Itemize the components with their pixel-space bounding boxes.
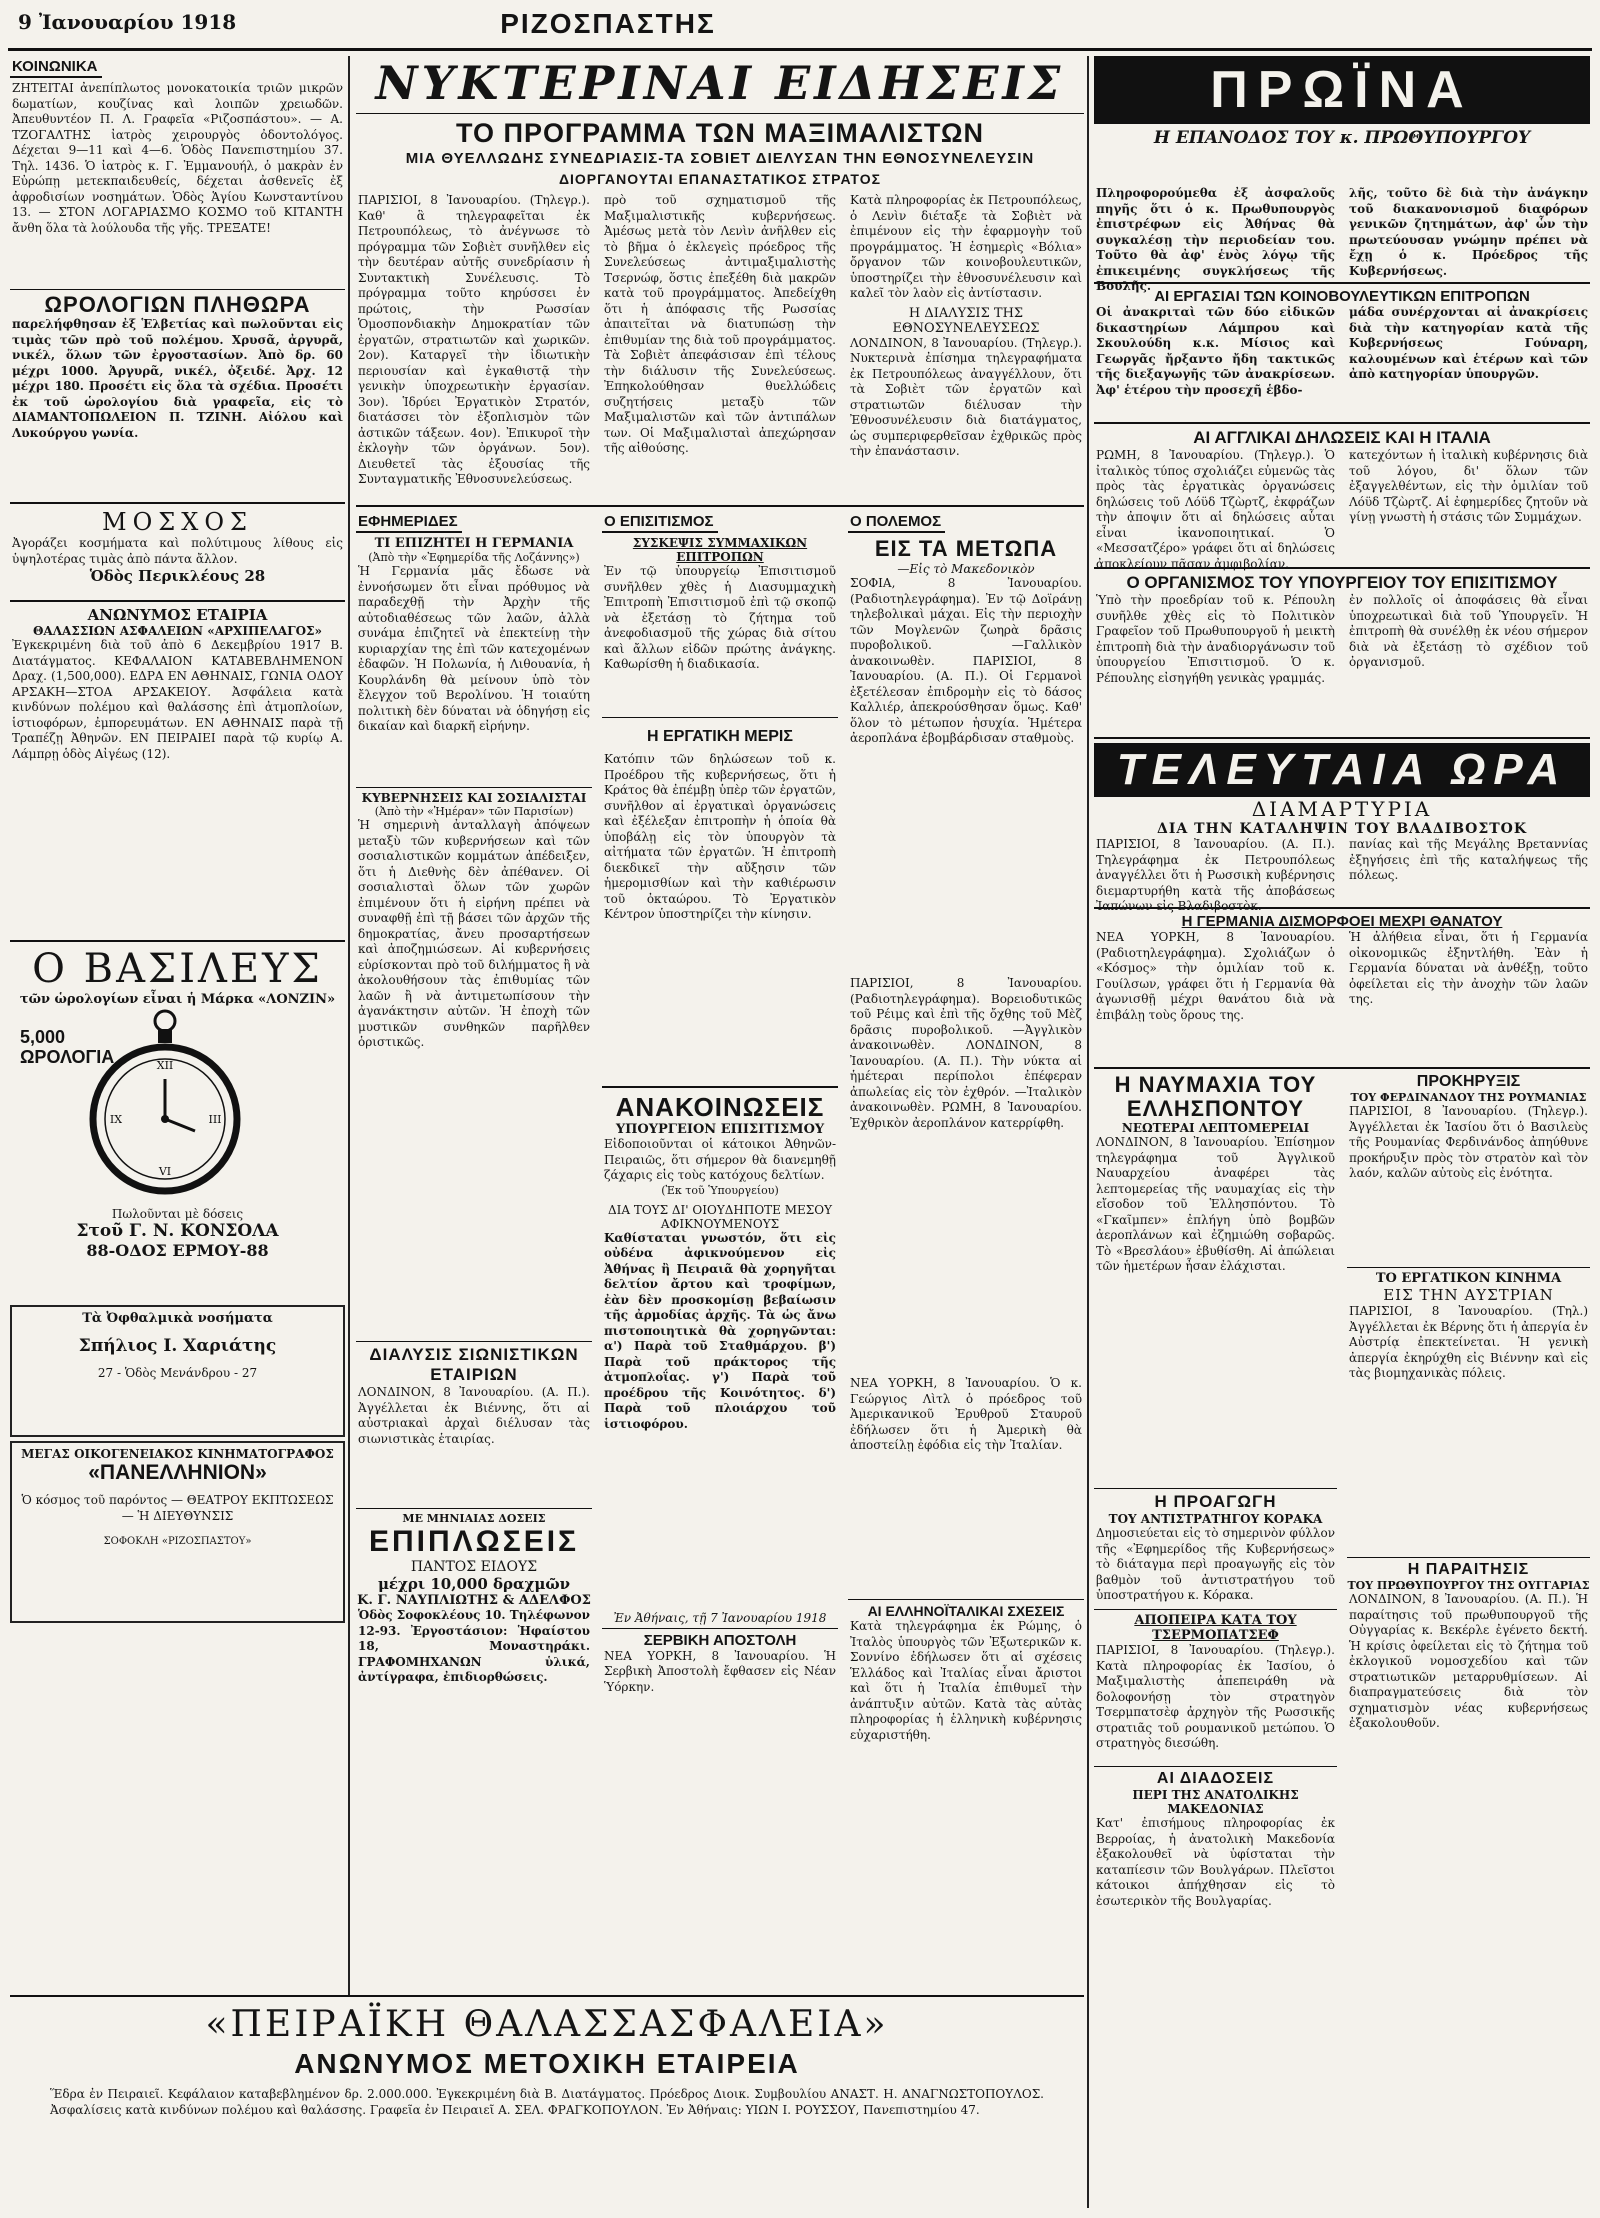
story-headline: ΑΙ ΕΛΛΗΝΟΪΤΑΛΙΚΑΙ ΣΧΕΣΕΙΣ: [867, 1603, 1065, 1619]
story-headline: ΚΥΒΕΡΝΗΣΕΙΣ ΚΑΙ ΣΟΣΙΑΛΙΣΤΑΙ: [361, 791, 587, 805]
ad-subheadline: ΘΑΛΑΣΣΙΩΝ ΑΣΦΑΛΕΙΩΝ «ΑΡΧΙΠΕΛΑΓΟΣ»: [32, 624, 323, 638]
right-subcolumn-b: [1347, 1073, 1590, 1909]
ad-address: Ὁδὸς Περικλέους 28: [89, 567, 266, 585]
ad-text: Ἀγοράζει κοσμήματα καὶ πολύτιμους λίθους εἰς ὑψηλοτέρας τιμὰς ἀπὸ πάντα ἄλλον.: [12, 536, 343, 566]
ad-side-text: 5,000 ΩΡΟΛΟΓΙΑ: [20, 1027, 115, 1067]
story-body: ΛΟΝΔΙΝΟΝ, 8 Ἰανουαρίου. (Τηλεγρ.). Νυκτερινὰ ἐπίσημα τηλεγραφήματα ἐκ Πετρουπόλεως ἀναγγέλλουν, ὅτι τὰ Σοβιὲτ τῶν ἐργατῶν καὶ στρατιωτῶν διέλυσαν τὴν Ἐθνοσυνέλευσιν διὰ διατάγματος, ὡς συμπεριφερθεῖσαν ἐχθρικῶς πρὸς τὴν ἐπανάστασιν.: [850, 335, 1082, 458]
ad-text: Ἐγκεκριμένη διὰ τοῦ ἀπὸ 6 Δεκεμβρίου 1917 Β. Διατάγματος. ΚΕΦΑΛΑΙΟΝ ΚΑΤΑΒΕΒΛΗΜΕΝΟΝ Δραχ. (1,500,000). ΕΔΡΑ ΕΝ ΑΘΗΝΑΙΣ, ΓΩΝΙΑ ΟΔΟΥ ΑΡΣΑΚΗ—ΣΤΟΑ ΑΡΣΑΚΕΙΟΥ. Ἀσφάλεια κατὰ κινδύνων πολέμου καὶ θαλάσσης ἐπὶ ἀτμοπλοίων, ἱστιοφόρων, ἐμπορευμάτων. ΕΝ ΑΘΗΝΑΙΣ παρὰ τῇ Τραπέζῃ Ἀθηνῶν. ΕΝ ΠΕΙΡΑΙΕΙ παρὰ τῷ κυρίῳ Α. Λάμπρῃ ὁδὸς Αἰγέως (12).: [12, 638, 343, 761]
issue-date: 9 Ἰανουαρίου 1918: [18, 10, 237, 34]
story-headline: Η ΠΡΟΑΓΩΓΗ: [1154, 1492, 1277, 1511]
story-subheadline: ΤΟΥ ΑΝΤΙΣΤΡΑΤΗΓΟΥ ΚΟΡΑΚΑ: [1108, 1512, 1323, 1526]
classified-text: ΖΗΤΕΙΤΑΙ ἀνεπίπλωτος μονοκατοικία τριῶν μικρῶν δωματίων, κουζίνας καὶ λοιπῶν χρειωδῶν. Ἀπευθυντέον Π. Λ. Γραφεῖα «Ριζοσπάστου». — Α. ΤΖΟΓΑΛΤΗΣ ἰατρὸς χειρουργὸς ὀδοντολόγος. Δέχεται 9—11 καὶ 4—6. Ὁδὸς Πανεπιστημίου 37. Τηλ. 1436. Ὁ ἰατρὸς κ. Γ. Ἐμμανουήλ, ὁ μακρὰν ἐν Εὐρώπῃ μετεκπαιδευθείς, δέχεται ἀσθενεῖς ἐξ ἀφροδισίων νοσημάτων. Ὁδὸς Ἁγίου Κωνσταντίνου 13. — ΣΤΟΝ ΛΟΓΑΡΙΑΣΜΟ ΚΟΣΜΟ τοῦ ΚΙΤΑΝΤΗ ἄνθη ὅλα τὰ λούλουδα τῆς γῆς. ΤΡΕΞΑΤΕ!: [12, 81, 343, 235]
story-body: ΝΕΑ ΥΟΡΚΗ, 8 Ἰανουαρίου. (Ραδιοτηλεγράφημα). Σχολιάζων ὁ «Κόσμος» τὴν ὁμιλίαν τοῦ κ. Γουίλσων, γράφει ὅτι ἡ Γερμανία θὰ ἀγωνισθῇ μέχρι θανάτου διὰ νὰ ἐπιβάλῃ τοὺς ὅρους της.: [1096, 930, 1335, 1022]
story-headline: ΔΙΑΜΑΡΤΥΡΙΑ: [1251, 797, 1433, 821]
night-news: [356, 56, 1084, 501]
ad-headline: ΜΕΓΑΣ ΟΙΚΟΓΕΝΕΙΑΚΟΣ ΚΙΝΗΜΑΤΟΓΡΑΦΟΣ: [21, 1447, 334, 1461]
story-body: λῆς, τοῦτο δὲ διὰ τὴν ἀνάγκην τοῦ διακανονισμοῦ διαφόρων γενικῶν ζητημάτων, ἀφ' ὧν τὴν πρωτεύουσαν γνώμην πρέπει νὰ ἔχῃ ὁ κ. Πρόεδρος τῆς Κυβερνήσεως.: [1349, 186, 1588, 278]
story-body: Δημοσιεύεται εἰς τὸ σημερινὸν φύλλον τῆς «Ἐφημερίδος τῆς Κυβερνήσεως» τὸ διάταγμα περὶ προαγωγῆς εἰς τὸν βαθμὸν τοῦ ἀντιστρατήγου τοῦ ὑποστρατήγου κ. Κόρακα.: [1096, 1526, 1335, 1602]
ad-text: Ὁδὸς Σοφοκλέους 10. Τηλέφωνον 12-93. Ἐργοστάσιον: Ἡφαίστου 18, Μοναστηράκι. ΓΡΑΦΟΜΗΧΑΝΩΝ ὑλικά, ἀντίγραφα, ἐπιδιορθώσεις.: [358, 1608, 590, 1684]
story-body: πανίας καὶ τῆς Μεγάλης Βρεταννίας ἐξηγήσεις ἐπὶ τῆς καταλήψεως τῆς πόλεως.: [1349, 837, 1588, 882]
ad-firm: Κ. Γ. ΝΑΥΠΛΙΩΤΗΣ & ΑΔΕΛΦΟΣ: [357, 1593, 591, 1608]
ad-headline: ΩΡΟΛΟΓΙΩΝ ΠΛΗΘΩΡΑ: [44, 292, 311, 317]
story-headline: ΑΙ ΔΙΑΔΟΣΕΙΣ: [1156, 1770, 1275, 1787]
ad-text: Ὁ κόσμος τοῦ παρόντος — ΘΕΑΤΡΟΥ ΕΚΠΤΩΣΕΩΣ — Ἡ ΔΙΕΥΘΥΝΣΙΣ: [21, 1493, 334, 1523]
story-body: Ἡ Γερμανία μᾶς ἔδωσε νὰ ἐννοήσωμεν ὅτι εἶναι πρόθυμος νὰ παραδεχθῇ τὴν Ἀρχὴν τῆς αὐτοδιαθέσεως τῶν λαῶν, ἀλλὰ συνάμα ἐπιζητεῖ νὰ ἐπεκτείνῃ τὴν κυριαρχίαν της ἐπὶ τῶν κατεχομένων ἐδαφῶν. Ἡ Πολωνία, ἡ Λιθουανία, ἡ Κουρλάνδη θὰ μείνουν ὑπὸ τὸν ἔλεγχον τοῦ Βερολίνου. Ἡ τοιαύτη πολιτικὴ δὲν δύναται νὰ ὁδηγήσῃ εἰς δικαίαν καὶ διαρκῆ εἰρήνην.: [358, 564, 590, 733]
story-body: ΡΩΜΗ, 8 Ἰανουαρίου. (Τηλεγρ.). Ὁ ἰταλικὸς τύπος σχολιάζει εὐμενῶς τὰς πρὸς τὰς ἐργατικὰς ὀργανώσεις δηλώσεις τοῦ Λόϋδ Τζὼρτζ, ἐκφράζων τὴν ἀποψιν ὅτι αἱ δηλώσεις αὗται εἶναι ἱκανοποιητικαί. Ὁ «Μεσσατζέρο» γράφει ὅτι αἱ δηλώσεις ἀποκλείουν πᾶσαν ἀμφιβολίαν.: [1096, 448, 1335, 571]
story-body: ΠΑΡΙΣΙΟΙ, 8 Ἰανουαρίου. (Τηλεγρ.). Κατὰ πληροφορίας ἐκ Ἰασίου, ὁ Μαξιμαλιστὴς ἀπεπειράθη νὰ δολοφονήσῃ τὸν στρατηγὸν Τσερμπατσὲφ ἀρχηγὸν τῆς Ρωσσικῆς στρατιᾶς τοῦ ρουμανικοῦ μετώπου. Ὁ στρατηγὸς διεσώθη.: [1096, 1643, 1335, 1750]
story-body: Κατόπιν τῶν δηλώσεων τοῦ κ. Προέδρου τῆς κυβερνήσεως, ὅτι ἡ Κράτος θὰ ἐπέμβῃ ὑπὲρ τῶν ἐργατῶν, συνῆλθον αἱ ἐργατικαὶ ὀργανώσεις καὶ ἐξέλεξαν ἐπιτροπὴν ἡ ὁποία θὰ ὑποβάλῃ εἰς τὸν ὑπουργὸν τὰ αἰτήματα τῶν ἐργατῶν. Ἡ ἐπιτροπὴ διεκδικεῖ τὴν αὔξησιν τῶν ἡμερομισθίων καὶ τὴν καθιέρωσιν τοῦ ὀκταώρου. Τὸ Ἐργατικὸν Κέντρον ὑποστηρίζει τὴν κίνησιν.: [604, 752, 836, 921]
story-source: (Ἀπὸ τὴν «Ἡμέραν» τῶν Παρισίων): [374, 805, 574, 818]
ophthalmology-ad: [10, 1305, 345, 1437]
story-body: Καθίσταται γνωστόν, ὅτι εἰς οὐδένα ἀφικνούμενον εἰς Ἀθήνας ἢ Πειραιᾶ θὰ χορηγῆται δελτίον ἄρτου καὶ τροφίμων, ἐὰν δὲν προσκομίσῃ βεβαίωσιν τῆς ἀρμοδίας ἀρχῆς. Τὰ ὡς ἄνω πιστοποιητικὰ θὰ χορηγῶνται: α') Παρὰ τοῦ Σταθμάρχου. β') Παρὰ τοῦ πράκτορος τῆς ἀτμοπλοΐας. γ') Παρὰ τοῦ προέδρου τῆς Κοινότητος. δ') Παρὰ τοῦ πλοιάρχου τοῦ ἱστιοφόρου.: [604, 1230, 836, 1431]
cinema-ad: [10, 1441, 345, 1623]
story-body: ΠΑΡΙΣΙΟΙ, 8 Ἰανουαρίου. (Τηλεγρ.). Ἀγγέλλεται ἐκ Ἰασίου ὅτι ὁ Βασιλεὺς τῆς Ρουμανίας Φερδινάνδος ἀπηύθυνε προκήρυξιν πρὸς τὸν στρατὸν καὶ τὸν λαόν, καλῶν αὐτοὺς εἰς ἐνότητα.: [1349, 1104, 1588, 1180]
story-headline: Η ΝΑΥΜΑΧΙΑ ΤΟΥ ΕΛΛΗΣΠΟΝΤΟΥ: [1114, 1072, 1317, 1121]
watches-ad: [10, 293, 345, 498]
ad-headline: ΑΝΩΝΥΜΟΣ ΕΤΑΙΡΙΑ: [87, 606, 268, 624]
story-body: ΛΟΝΔΙΝΟΝ, 8 Ἰανουαρίου. Ἐπίσημον τηλεγράφημα τοῦ Ἀγγλικοῦ Ναυαρχείου ἀναφέρει τὰς λεπτομερείας τῆς ναυμαχίας εἰς τὴν εἴσοδον τοῦ Ἑλλησπόντου. Τὸ «Γκαῖμπεν» ἐπλήγη ὑπὸ βομβῶν ἀεροπλάνων καὶ ἐζημιώθη σοβαρῶς. Τὸ «Βρεσλάου» ἐβυθίσθη. Αἱ ἀπώλειαι τῶν ἡμετέρων ἦσαν ἐλάχισται.: [1096, 1135, 1335, 1273]
last-hour-heading: ΤΕΛΕΥΤΑΙΑ ΩΡΑ: [1094, 743, 1590, 797]
story-headline: ΑΙ ΑΓΓΛΙΚΑΙ ΔΗΛΩΣΕΙΣ ΚΑΙ Η ΙΤΑΛΙΑ: [1193, 428, 1491, 447]
ad-subheadline: τῶν ὡρολογίων εἶναι ἡ Μάρκα «ΛΟΝΖΙΝ»: [19, 992, 336, 1007]
ad-headline: ΕΠΙΠΛΩΣΕΙΣ: [368, 1525, 580, 1558]
section-label: ΕΦΗΜΕΡΙΔΕΣ: [356, 513, 462, 533]
italy-story: [1094, 428, 1590, 571]
story-subheadline: ΥΠΟΥΡΓΕΙΟΝ ΕΠΙΣΙΤΙΣΜΟΥ: [615, 1122, 825, 1137]
ad-subheadline: ΑΝΩΝΥΜΟΣ ΜΕΤΟΧΙΚΗ ΕΤΑΙΡΕΙΑ: [294, 2048, 800, 2079]
story-source: (Ἀπὸ τὴν «Ἐφημερίδα τῆς Λοζάννης»): [368, 551, 580, 564]
story-body: ΝΕΑ ΥΟΡΚΗ, 8 Ἰανουαρίου. Ὁ κ. Γεώργιος Λὶτλ ὁ πρόεδρος τοῦ Ἀμερικανικοῦ Ἐρυθροῦ Σταυροῦ ἐδήλωσεν ὅτι ἡ Ἀμερικὴ θὰ ἀποστείλῃ ἐφόδια εἰς τὴν Ἰταλίαν.: [850, 1376, 1082, 1452]
ad-headline: Τὰ Ὀφθαλμικὰ νοσήματα: [82, 1311, 273, 1326]
story-headline: ΕΙΣ ΤΑ ΜΕΤΩΠΑ: [874, 536, 1058, 561]
story-body: Ὑπὸ τὴν προεδρίαν τοῦ κ. Ρέπουλη συνῆλθε χθὲς εἰς τὸ Πολιτικὸν Γραφεῖον τοῦ Πρωθυπουργοῦ ἡ μεικτὴ ἐπιτροπὴ διὰ τὴν ἀναδιοργάνωσιν τοῦ ὑπουργείου Ἐπισιτισμοῦ. Ὁ κ. Ρέπουλης εἰσηγήθη γενικὰς γραμμάς.: [1096, 593, 1335, 685]
story-source: (Ἐκ τοῦ Ὑπουργείου): [661, 1183, 779, 1197]
morning-news-heading: ΠΡΩΪΝΑ: [1094, 56, 1590, 124]
moschos-ad: [10, 508, 345, 596]
classifieds: [10, 56, 345, 286]
story-subheadline: ΜΙΑ ΘΥΕΛΛΩΔΗΣ ΣΥΝΕΔΡΙΑΣΙΣ-ΤΑ ΣΟΒΙΕΤ ΔΙΕΛΥΣΑΝ ΤΗΝ ΕΘΝΟΣΥΝΕΛΕΥΣΙΝ: [405, 150, 1035, 167]
story-subheadline-2: ΔΙΟΡΓΑΝΟΥΤΑΙ ΕΠΑΝΑΣΤΑΤΙΚΟΣ ΣΤΡΑΤΟΣ: [558, 171, 882, 187]
section-label: Ο ΕΠΙΣΙΤΙΣΜΟΣ: [602, 513, 718, 533]
story-headline: ΑΝΑΚΟΙΝΩΣΕΙΣ: [615, 1092, 825, 1122]
story-body: ΠΑΡΙΣΙΟΙ, 8 Ἰανουαρίου. (Τηλεγρ.). Καθ' ἃ τηλεγραφεῖται ἐκ Πετρουπόλεως, τὸ ἀνέγνωσε τὸ πρόγραμμα τῶν Σοβιὲτ συνῆλθεν εἰς τὴν δευτέραν αὐτῆς συνεδρίασιν ἡ Συντακτικὴ Συνέλευσις. Τὸ πρόγραμμα τοῦτο κηρύσσει ἐν πρώτοις, τὴν Ρωσσίαν Ὁμοσπονδιακὴν Δημοκρατίαν τῶν ἐργατῶν, στρατιωτῶν καὶ χωρικῶν. 2ον). Καταργεῖ τὴν ἰδιωτικὴν περιουσίαν καὶ ἐγκαθιστᾷ τὴν γενικὴν ὑποχρεωτικὴν ἐργασίαν. 3ον). Ἱδρύει Ἐργατικὸν Στρατόν, διατάσσει τὸν ἐξοπλισμὸν τῶν ἀστικῶν τάξεων. 4ον). Ἐπικυροῖ τὴν ἐκλογὴν τῶν ὀργάνων. 5ον). Διευθετεῖ τὰς ἐξουσίας τῆς Συνταγματικῆς Ἐθνοσυνελεύσεως.: [358, 193, 590, 486]
ad-footer: ΣΟΦΟΚΛΗ «ΡΙΖΟΣΠΑΣΤΟΥ»: [103, 1536, 252, 1547]
story-body: ΠΑΡΙΣΙΟΙ, 8 Ἰανουαρίου. (Ραδιοτηλεγράφημα). Βορειοδυτικῶς τοῦ Ρέιμς καὶ ἐπὶ τῆς ὄχθης τοῦ Μὲζ δρᾶσις πυροβολικοῦ. —Ἀγγλικὸν ἀνακοινωθὲν. ΛΟΝΔΙΝΟΝ, 8 Ἰανουαρίου. (Α. Π.). Τὴν νύκτα αἱ ἡμέτεραι περίπολοι ἐπέφεραν ἀπωλείας εἰς τὸν ἐχθρόν. —Ἰταλικὸν ἀνακοινωθὲν. ΡΩΜΗ, 8 Ἰανουαρίου. Ἐχθρικὸν ἀεροπλάνον κατερρίφθη.: [850, 976, 1082, 1130]
story-headline: ΣΕΡΒΙΚΗ ΑΠΟΣΤΟΛΗ: [643, 1631, 797, 1649]
ad-shop-name: Στοῦ Γ. Ν. ΚΟΝΣΟΛΑ: [76, 1221, 279, 1241]
story-body: ΣΟΦΙΑ, 8 Ἰανουαρίου. (Ραδιοτηλεγράφημα). Ἐν τῷ Δοϊράνῃ τηλεβολικαὶ μάχαι. Εἰς τὴν περιοχὴν τῶν Μογλενῶν ζωηρὰ δρᾶσις πυροβολικοῦ. —Γαλλικὸν ἀνακοινωθὲν. ΠΑΡΙΣΙΟΙ, 8 Ἰανουαρίου. (Α. Π.). Οἱ Γερμανοὶ ἐξετέλεσαν ἐπιδρομὴν εἰς τὸ δάσος Καλλιέρ, ἀπεκρούσθησαν ὅμως. Καθ' ὅλον τὸ μέτωπον ἡσυχία. Ἡμέτερα ἀεροπλάνα ἐβομβάρδισαν σταθμοὺς.: [850, 576, 1082, 745]
story-subheadline: ΝΕΩΤΕΡΑΙ ΛΕΠΤΟΜΕΡΕΙΑΙ: [1121, 1121, 1310, 1135]
story-subheadline: ΔΙΑ ΤΗΝ ΚΑΤΑΛΗΨΙΝ ΤΟΥ ΒΛΑΔΙΒΟΣΤΟΚ: [1156, 821, 1528, 837]
left-column: [10, 56, 345, 2208]
story-body: ΠΑΡΙΣΙΟΙ, 8 Ἰανουαρίου. (Α. Π.). Τηλεγράφημα ἐκ Πετρουπόλεως ἀναγγέλλει ὅτι ἡ Ρωσσικὴ κυβέρνησις διεμαρτυρήθη κατὰ τῆς ἀποβάσεως Ἰαπώνων εἰς Βλαδιβοστὸκ.: [1096, 837, 1335, 913]
story-headline: ΤΟ ΕΡΓΑΤΙΚΟΝ ΚΙΝΗΜΑ: [1375, 1271, 1562, 1286]
story-subheadline: ΤΟΥ ΦΕΡΔΙΝΑΝΔΟΥ ΤΗΣ ΡΟΥΜΑΝΙΑΣ: [1350, 1091, 1587, 1104]
story-body: Κατ' ἐπισήμους πληροφορίας ἐκ Βερροίας, ἡ ἀνατολικὴ Μακεδονία ἐξακολουθεῖ νὰ ὑφίσταται τὴν καταπίεσιν τῶν Βουλγάρων. Πλεῖστοι κάτοικοι ἀπήχθησαν εἰς τὸ ἐσωτερικὸν τῆς Βουλγαρίας.: [1096, 1816, 1335, 1908]
story-headline: Η ΠΑΡΑΙΤΗΣΙΣ: [1407, 1561, 1530, 1578]
column-rule-1: [348, 56, 350, 2208]
svg-text:VI: VI: [158, 1165, 172, 1178]
section-label: Ο ΠΟΛΕΜΟΣ: [848, 513, 945, 533]
story-body: Οἱ ἀνακριταὶ τῶν δύο εἰδικῶν δικαστηρίων Λάμπρου καὶ Σκουλούδη κ.κ. Μίσιος καὶ Γεωργᾶς ἤρξαντο ἤδη τακτικῶς τῆς διεξαγωγῆς τῶν ἀνακρίσεων. Ἀφ' ἑτέρου τὴν προσεχῆ ἑβδο-: [1096, 305, 1335, 397]
ad-top-line: ΜΕ ΜΗΝΙΑΙΑΣ ΔΟΣΕΙΣ: [402, 1512, 546, 1525]
story-body: ΛΟΝΔΙΝΟΝ, 8 Ἰανουαρίου. (Α. Π.). Ἀγγέλλεται ἐκ Βιέννης, ὅτι αἱ αὐστριακαὶ ἀρχαὶ διέλυσαν τὰς σιωνιστικὰς ἑταιρίας.: [358, 1385, 590, 1446]
story-headline: ΤΟ ΠΡΟΓΡΑΜΜΑ ΤΩΝ ΜΑΞΙΜΑΛΙΣΤΩΝ: [455, 118, 985, 148]
committees-story: [1094, 288, 1590, 418]
ad-amount: μέχρι 10,000 δραχμῶν: [377, 1575, 571, 1593]
svg-text:III: III: [208, 1113, 222, 1126]
ad-headline: «ΠΕΙΡΑΪΚΗ ΘΑΛΑΣΣΑΣΦΑΛΕΙΑ»: [205, 2004, 889, 2045]
longines-ad: [10, 946, 345, 1301]
story-headline: ΤΙ ΕΠΙΖΗΤΕΙ Η ΓΕΡΜΑΝΙΑ: [374, 536, 574, 551]
story-dateline: Ἐν Ἀθήναις, τῇ 7 Ἰανουαρίου 1918: [613, 1610, 827, 1625]
story-headline: Η ΓΕΡΜΑΝΙΑ ΔΙΣΜΟΡΦΟΕΙ ΜΕΧΡΙ ΘΑΝΑΤΟΥ: [1181, 913, 1503, 930]
story-body: Κατὰ πληροφορίας ἐκ Πετρουπόλεως, ὁ Λενὶν διέταξε τὰ Σοβιὲτ νὰ ἐπιμένουν εἰς τὴν ἐφαρμογὴν τοῦ προγράμματος. Ἡ ἐσημερὶς «Βόλια» ὄργανον τῶν κοινοβουλευτικῶν, ὑποστηρίζει τὴν ἐθνοσυνέλευσιν καὶ καλεῖ τὸν λαὸν εἰς ἀντίστασιν.: [850, 193, 1082, 300]
masthead: [8, 8, 1592, 51]
ad-headline: ΜΟΣΧΟΣ: [102, 508, 253, 536]
ad-headline: Ο ΒΑΣΙΛΕΥΣ: [32, 946, 323, 992]
pocket-watch-icon: [80, 1007, 250, 1207]
story-subheadline: —Εἰς τὸ Μακεδονικὸν: [897, 562, 1035, 576]
bottom-insurance-ad: [10, 1995, 1084, 2210]
ad-subheadline: ΠΑΝΤΟΣ ΕΙΔΟΥΣ: [410, 1559, 538, 1575]
story-body: ΠΑΡΙΣΙΟΙ, 8 Ἰανουαρίου. (Τηλ.) Ἀγγέλλεται ἐκ Βέρνης ὅτι ἡ ἀπεργία ἐν Αὐστρίᾳ ἐπεκτείνεται. Ἡ γενικὴ ἀπεργία ἐκηρύχθη εἰς Βιέννην καὶ εἰς τὰς βιομηχανικὰς πόλεις.: [1349, 1304, 1588, 1380]
right-subcolumn-a: [1094, 1073, 1337, 1909]
germany-story: [1094, 913, 1590, 1063]
svg-text:XII: XII: [156, 1059, 174, 1072]
ad-address: 27 - Ὁδὸς Μενάνδρου - 27: [97, 1366, 258, 1380]
story-headline: ΑΙ ΕΡΓΑΣΙΑΙ ΤΩΝ ΚΟΙΝΟΒΟΥΛΕΥΤΙΚΩΝ ΕΠΙΤΡΟΠΩΝ: [1154, 288, 1530, 305]
story-subheadline: ΕΙΣ ΤΗΝ ΑΥΣΤΡΙΑΝ: [1383, 1286, 1554, 1304]
story-body: Ἡ ἀλήθεια εἶναι, ὅτι ἡ Γερμανία οἰκονομικῶς ἐξηντλήθη. Ἐὰν ἡ Γερμανία δύναται νὰ ἀνθέξῃ, τοῦτο ὀφείλεται εἰς τὴν ἀνοχὴν τῶν λαῶν της.: [1349, 930, 1588, 1006]
story-body: μάδα συνέρχονται αἱ ἀνακρίσεις διὰ τὴν κατηγορίαν κατὰ τῆς Κυβερνήσεως Γούναρη, καλουμένων καὶ ἑτέρων καὶ τῶν ἀπὸ κατηγορίαν ὑπουργῶν.: [1349, 305, 1588, 381]
story-body: Εἰδοποιοῦνται οἱ κάτοικοι Ἀθηνῶν-Πειραιῶς, ὅτι σήμερον θὰ διανεμηθῇ ζάχαρις εἰς τοὺς κατόχους δελτίων.: [604, 1137, 836, 1182]
center-column: [356, 56, 1084, 2208]
morning-news: [1094, 56, 1590, 186]
story-headline: Η ΔΙΑΛΥΣΙΣ ΤΗΣ ΕΘΝΟΣΥΝΕΛΕΥΣΕΩΣ: [892, 305, 1040, 336]
story-body: Κατὰ τηλεγράφημα ἐκ Ρώμης, ὁ Ἰταλὸς ὑπουργὸς τῶν Ἐξωτερικῶν κ. Σοννίνο ἐδήλωσεν ὅτι αἱ σχέσεις Ἑλλάδος καὶ Ἰταλίας εἶναι ἄριστοι καὶ ὅτι ἡ Ἰταλία ἐπιθυμεῖ τὴν ἀνάπτυξιν αὐτῶν. Κατὰ τὰς αὐτὰς πληροφορίας ἡ ἑλληνικὴ κυβέρνησις εὐχαριστήθη.: [850, 1619, 1082, 1742]
story-body: ΛΟΝΔΙΝΟΝ, 8 Ἰανουαρίου. (Α. Π.). Ἡ παραίτησις τοῦ πρωθυπουργοῦ τῆς Οὐγγαρίας κ. Βεκέρλε ἐγένετο δεκτή. Ἡ κρίσις ὀφείλεται εἰς τὸ ζήτημα τοῦ ἐκλογικοῦ νομοσχεδίου καὶ τῶν στρατιωτικῶν μεταρρυθμίσεων. Αἱ διαπραγματεύσεις διὰ τὸν σχηματισμὸν νέας κυβερνήσεως ἐξακολουθοῦν.: [1349, 1592, 1588, 1730]
night-news-heading: ΝΥΚΤΕΡΙΝΑΙ ΕΙΔΗΣΕΙΣ: [375, 56, 1065, 110]
ad-sale-terms: Πωλοῦνται μὲ δόσεις: [111, 1207, 244, 1221]
story-body: Ἐν τῷ ὑπουργείῳ Ἐπισιτισμοῦ συνῆλθεν χθὲς ἡ Διασυμμαχικὴ Ἐπιτροπὴ Ἐπισιτισμοῦ ἐπὶ τῷ σκοπῷ νὰ ἐξετάσῃ τὸ ζήτημα τοῦ ἀνεφοδιασμοῦ τῆς χώρας διὰ σίτου καὶ ἄλλων εἰδῶν πρώτης ἀνάγκης. Καθωρίσθη ἡ διαδικασία.: [604, 564, 836, 671]
story-headline: ΔΙΑΛΥΣΙΣ ΣΙΩΝΙΣΤΙΚΩΝ ΕΤΑΙΡΙΩΝ: [369, 1345, 579, 1384]
story-headline: Η ΕΡΓΑΤΙΚΗ ΜΕΡΙΣ: [647, 728, 793, 745]
ad-doctor-name: Σπήλιος Ι. Χαριάτης: [78, 1336, 277, 1356]
story-headline: ΑΠΟΠΕΙΡΑ ΚΑΤΑ ΤΟΥ ΤΣΕΡΜΟΠΑΤΣΕΦ: [1134, 1613, 1297, 1643]
press-column: [356, 511, 592, 2111]
story-subheadline: ΤΟΥ ΠΡΩΘΥΠΟΥΡΓΟΥ ΤΗΣ ΟΥΓΓΑΡΙΑΣ: [1347, 1579, 1590, 1592]
story-body: Πληροφορούμεθα ἐξ ἀσφαλοῦς πηγῆς ὅτι ὁ κ. Πρωθυπουργὸς ἐπιστρέφων εἰς Ἀθήνας θὰ συγκαλέσῃ τὴν περιοδείαν του. Τοῦτο θὰ ἀφ' ἑνὸς λόγῳ τῆς ἐπικειμένης συγκλήσεως τῆς Βουλῆς.: [1096, 186, 1335, 293]
ad-text: παρελήφθησαν ἐξ Ἑλβετίας καὶ πωλοῦνται εἰς τιμὰς τῶν πρὸ τοῦ πολέμου. Χρυσᾶ, ἀργυρᾶ, νικέλ, ὅλων τῶν ἐργοστασίων. Ἀπὸ δρ. 60 μέχρι 1000. Ἀργυρᾶ, νικέλ, ὀξειδέ. Ἀρχ. 12 μέχρι 180. Προσέτι εἰς ὅλα τὰ σχέδια. Προσέτι ἐκ τοῦ ὡρολογίου διὰ γραφεῖα, εἰς τὸ ΔΙΑΜΑΝΤΟΠΩΛΕΙΟΝ Π. ΤΖΙΝΗ. Αἰόλου καὶ Λυκούργου γωνία.: [12, 317, 343, 440]
war-column: [848, 511, 1084, 2111]
story-headline: Η ΕΠΑΝΟΔΟΣ ΤΟΥ κ. ΠΡΩΘΥΠΟΥΡΓΟΥ: [1153, 128, 1531, 148]
last-hour: [1094, 743, 1590, 913]
story-headline: Ο ΟΡΓΑΝΙΣΜΟΣ ΤΟΥ ΥΠΟΥΡΓΕΙΟΥ ΤΟΥ ΕΠΙΣΙΤΙΣΜΟΥ: [1126, 573, 1558, 592]
ad-text: Ἕδρα ἐν Πειραιεῖ. Κεφάλαιον καταβεβλημένον δρ. 2.000.000. Ἐγκεκριμένη διὰ Β. Διατάγματος. Πρόεδρος Διοικ. Συμβουλίου ΑΝΑΣΤ. Η. ΑΝΑΓΝΩΣΤΟΠΟΥΛΟΣ. Ἀσφαλίσεις κατὰ κινδύνων πολέμου καὶ θαλάσσης. Γραφεῖα ἐν Πειραιεῖ Α. ΣΕΛ. ΦΡΑΓΚΟΠΟΥΛΟΝ. Ἐν Ἀθήναις: ΥΙΩΝ Ι. ΡΟΥΣΣΟΥ, Πανεπιστημίου 47.: [50, 2087, 1044, 2117]
food-ministry-story: [1094, 573, 1590, 733]
insurance-ad: [10, 606, 345, 936]
story-subheadline: ΠΕΡΙ ΤΗΣ ΑΝΑΤΟΛΙΚΗΣ ΜΑΚΕΔΟΝΙΑΣ: [1132, 1788, 1299, 1816]
story-body: Ἡ σημερινὴ ἀνταλλαγὴ ἀπόψεων μεταξὺ τῶν κυβερνήσεων καὶ τῶν σοσιαλιστικῶν κομμάτων ἀπέδειξεν, ὅτι ἡ Διεθνὴς δὲν ἀπέθανεν. Οἱ σοσιαλισταὶ ὅλων τῶν χωρῶν ἐπιμένουν ὅτι ἡ εἰρήνη πρέπει νὰ συναφθῇ ἐπὶ τῇ βάσει τῶν ἀρχῶν τῆς δημοκρατίας, ἄνευ προσαρτήσεων καὶ ἀποζημιώσεων. Αἱ κυβερνήσεις εὑρίσκονται πρὸ τοῦ διλήμματος ἢ νὰ ἀκολουθήσουν τὰς ἐπιθυμίας τῶν λαῶν ἢ νὰ ἀντιμετωπίσουν τὴν ἀγανάκτησιν αὐτῶν. Ἡ ἐποχὴ τῶν μυστικῶν συνθηκῶν παρῆλθεν ὁριστικῶς.: [358, 818, 590, 1049]
story-body: πρὸ τοῦ σχηματισμοῦ τῆς Μαξιμαλιστικῆς κυβερνήσεως. Ἀμέσως μετὰ τὸν Λενὶν ἀνῆλθεν εἰς τὸ βῆμα ὁ ἐκλεγεὶς πρόεδρος τῆς Συνελεύσεως ἀντιμαξιμαλιστὴς Τσερνώφ, ὅστις ἐπεξέθη διὰ μακρῶν κατὰ τοῦ προγράμματος. Ἀπεδείχθη ὅτι ἡ ἀπόφασις τῆς Ρωσσίας ἀπαιτεῖται νὰ διατυπώσῃ τὴν ἐπιθυμίαν της διὰ τοῦ προγράμματος. Τὰ Σοβιὲτ ἀπεφάσισαν ἐπὶ τέλους τὴν διάλυσιν τῆς Συνελεύσεως. Ἐπηκολούθησαν θυελλώδεις συζητήσεις μεταξὺ τῶν Μαξιμαλιστῶν καὶ τῶν ἀντιπάλων των. Οἱ Μαξιμαλισταὶ ἀπεχώρησαν τῆς αἰθούσης.: [604, 193, 836, 455]
story-headline: ΠΡΟΚΗΡΥΞΙΣ: [1416, 1073, 1521, 1090]
newspaper-title: ΡΙΖΟΣΠΑΣΤΗΣ: [500, 8, 716, 39]
story-headline: ΣΥΣΚΕΨΙΣ ΣΥΜΜΑΧΙΚΩΝ ΕΠΙΤΡΟΠΩΝ: [632, 536, 808, 564]
ad-address: 88-ΟΔΟΣ ΕΡΜΟΥ-88: [86, 1241, 269, 1260]
food-column: [602, 511, 838, 2111]
svg-text:IX: IX: [109, 1113, 123, 1126]
section-label: ΚΟΙΝΩΝΙΚΑ: [10, 58, 102, 78]
story-headline: ΔΙΑ ΤΟΥΣ ΔΙ' ΟΙΟΥΔΗΠΟΤΕ ΜΕΣΟΥ ΑΦΙΚΝΟΥΜΕΝΟΥΣ: [607, 1202, 833, 1231]
story-body: κατεχόντων ἡ ἰταλικὴ κυβέρνησις διὰ τοῦ λόγου, δι' ὅλων τῶν ἐξαγγελθέντων, εἰς τὴν ὁμιλίαν τοῦ Λόϋδ Τζὼρτζ. Αἱ ἐφημερίδες ζητοῦν νὰ γίνῃ γνωστὴ ἡ στάσις τῶν Συμμάχων.: [1349, 448, 1588, 524]
right-column: [1094, 56, 1590, 2208]
column-rule-2: [1087, 56, 1089, 2208]
ad-cinema-name: «ΠΑΝΕΛΛΗΝΙΟΝ»: [88, 1461, 267, 1484]
story-body: ΝΕΑ ΥΟΡΚΗ, 8 Ἰανουαρίου. Ἡ Σερβικὴ Ἀποστολὴ ἔφθασεν εἰς Νέαν Ὑόρκην.: [604, 1648, 836, 1694]
story-body: ἐν πολλοῖς οἱ ἀποφάσεις θὰ εἶναι ὑποχρεωτικαὶ διὰ τοῦ Ὑπουργεῖν. Ἡ ἐπιτροπὴ θὰ συνέλθῃ ἐκ νέου σήμερον διὰ νὰ ἐξετάσῃ τὸ σχέδιον τοῦ ὀργανισμοῦ.: [1349, 593, 1588, 669]
